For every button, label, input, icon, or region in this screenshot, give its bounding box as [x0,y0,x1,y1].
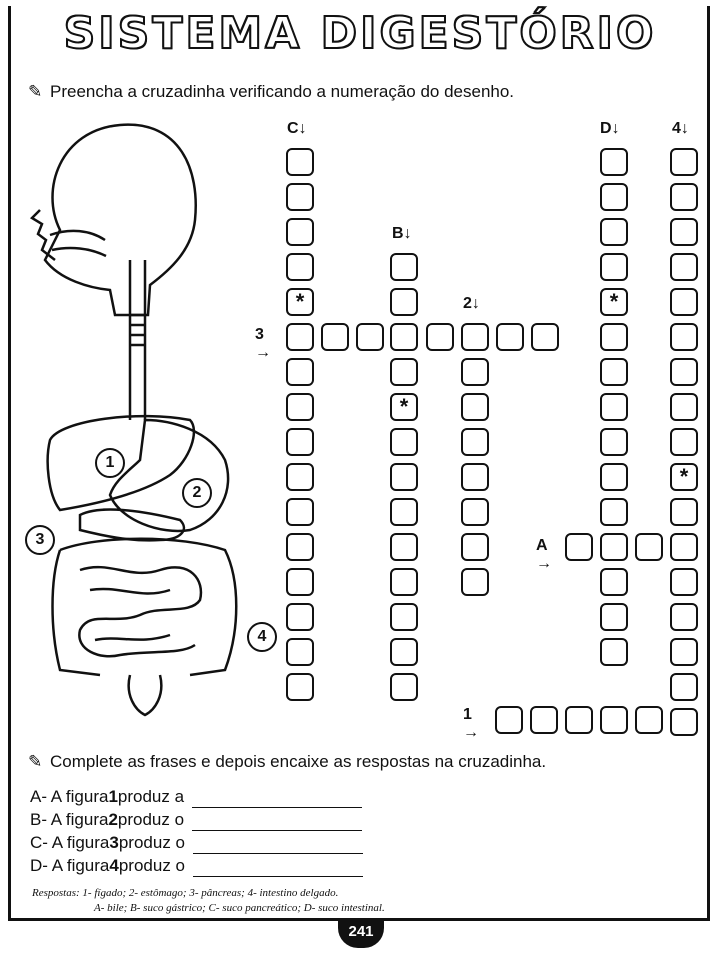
crossword-cell[interactable] [461,323,489,351]
label-1: 1 [105,454,115,471]
question-c: C- A figura 3 produz o [30,831,363,854]
crossword-cell[interactable] [356,323,384,351]
crossword-cell[interactable] [600,463,628,491]
crossword-cell[interactable] [600,288,628,316]
crossword-cell[interactable] [390,533,418,561]
answer-blank-b[interactable] [192,814,362,831]
crossword-cell[interactable] [600,706,628,734]
clue-label-c: C↓ [287,120,307,137]
crossword-cell[interactable] [390,638,418,666]
answer-blank-d[interactable] [193,860,363,877]
crossword-cell[interactable] [286,253,314,281]
label-3: 3 [35,531,45,548]
clue-label-d: D↓ [600,120,620,137]
star-marker: * [399,394,409,419]
crossword-cell[interactable] [600,603,628,631]
crossword-cell[interactable] [670,673,698,701]
crossword-cell[interactable] [670,218,698,246]
crossword-cell[interactable] [670,358,698,386]
star-marker: * [609,289,619,314]
crossword-cell[interactable] [461,358,489,386]
crossword-cell[interactable] [390,428,418,456]
crossword-cell[interactable] [670,288,698,316]
crossword-cell[interactable] [600,498,628,526]
crossword-cell[interactable] [600,253,628,281]
question-list [30,785,363,877]
answer-blank-a[interactable] [192,791,362,808]
crossword-cell[interactable] [286,393,314,421]
crossword-cell[interactable] [531,323,559,351]
answer-key [32,886,385,916]
answer-key-line-2: A- bile; B- suco gástrico; C- suco pancreático; D- suco intestinal. [94,902,385,914]
crossword-cell[interactable] [390,393,418,421]
crossword-cell[interactable] [286,533,314,561]
instruction-top-text: Preencha a cruzadinha verificando a numeração do desenho. [50,82,515,101]
crossword-cell[interactable] [670,568,698,596]
crossword-cell[interactable] [496,323,524,351]
pencil-icon: ✎ [28,82,43,101]
crossword-cell[interactable] [495,706,523,734]
crossword-cell[interactable] [461,463,489,491]
crossword-cell[interactable] [565,706,593,734]
crossword-cell[interactable] [390,288,418,316]
crossword-cell[interactable] [600,568,628,596]
crossword-cell[interactable] [286,638,314,666]
crossword-cell[interactable] [461,428,489,456]
crossword-cell[interactable] [600,428,628,456]
star-marker: * [679,464,689,489]
crossword-cell[interactable] [670,708,698,736]
label-2: 2 [192,484,202,501]
crossword-cell[interactable] [286,148,314,176]
crossword-cell[interactable] [635,533,663,561]
crossword-cell[interactable] [390,323,418,351]
clue-label-2: 2↓ [463,295,480,312]
crossword-cell[interactable] [286,218,314,246]
crossword-cell[interactable] [390,603,418,631]
question-d: D- A figura 4 produz o [30,854,363,877]
answer-blank-c[interactable] [193,837,363,854]
clue-label-4: 4↓ [672,120,689,137]
crossword-cell[interactable] [600,218,628,246]
crossword-cell[interactable] [426,323,454,351]
crossword-cell[interactable] [670,638,698,666]
crossword-cell[interactable] [600,533,628,561]
crossword-cell[interactable] [286,568,314,596]
crossword-cell[interactable] [670,428,698,456]
label-4: 4 [257,628,267,645]
clue-label-1: 1 → [463,706,479,741]
crossword-cell[interactable] [635,706,663,734]
clue-label-b: B↓ [392,225,412,242]
crossword-cell[interactable] [286,673,314,701]
clue-label-a: A → [536,537,552,572]
crossword-cell[interactable] [670,183,698,211]
pencil-icon: ✎ [28,752,43,771]
crossword-cell[interactable] [390,253,418,281]
instruction-bottom [28,752,546,772]
crossword-cell[interactable] [321,323,349,351]
crossword-cell[interactable] [461,393,489,421]
crossword-cell[interactable] [670,498,698,526]
crossword-cell[interactable] [286,323,314,351]
answer-key-line-1: Respostas: 1- fígado; 2- estômago; 3- pâncreas; 4- intestino delgado. [32,887,339,899]
crossword-cell[interactable] [461,498,489,526]
crossword-cell[interactable] [565,533,593,561]
star-marker: * [295,289,305,314]
crossword-cell[interactable] [286,358,314,386]
crossword-cell[interactable] [670,393,698,421]
crossword-cell[interactable] [286,463,314,491]
instruction-bottom-text: Complete as frases e depois encaixe as respostas na cruzadinha. [50,752,547,771]
crossword-cell[interactable] [390,463,418,491]
crossword-cell[interactable] [670,148,698,176]
crossword-cell[interactable] [670,533,698,561]
question-b: B- A figura 2 produz o [30,808,363,831]
crossword-cell[interactable] [670,253,698,281]
crossword-cell[interactable] [670,323,698,351]
page-title: SISTEMA DIGESTÓRIO [63,8,657,59]
question-a: A- A figura 1 produz a [30,785,363,808]
crossword-cell[interactable] [670,603,698,631]
clue-label-3: 3 → [255,326,271,361]
crossword-cell[interactable] [286,498,314,526]
page-number: 241 [338,918,384,948]
crossword-cell[interactable] [600,358,628,386]
crossword-cell[interactable] [461,568,489,596]
crossword-cell[interactable] [286,603,314,631]
crossword-cell[interactable] [286,183,314,211]
crossword-cell[interactable] [390,498,418,526]
crossword-cell[interactable] [286,428,314,456]
crossword-cell[interactable] [670,463,698,491]
crossword-cell[interactable] [286,288,314,316]
crossword-cell[interactable] [390,358,418,386]
crossword-cell[interactable] [461,533,489,561]
crossword-cell[interactable] [390,568,418,596]
crossword-cell[interactable] [530,706,558,734]
crossword-cell[interactable] [600,183,628,211]
crossword-cell[interactable] [600,393,628,421]
crossword-cell[interactable] [600,323,628,351]
crossword-cell[interactable] [600,148,628,176]
crossword-cell[interactable] [390,673,418,701]
crossword-cell[interactable] [600,638,628,666]
